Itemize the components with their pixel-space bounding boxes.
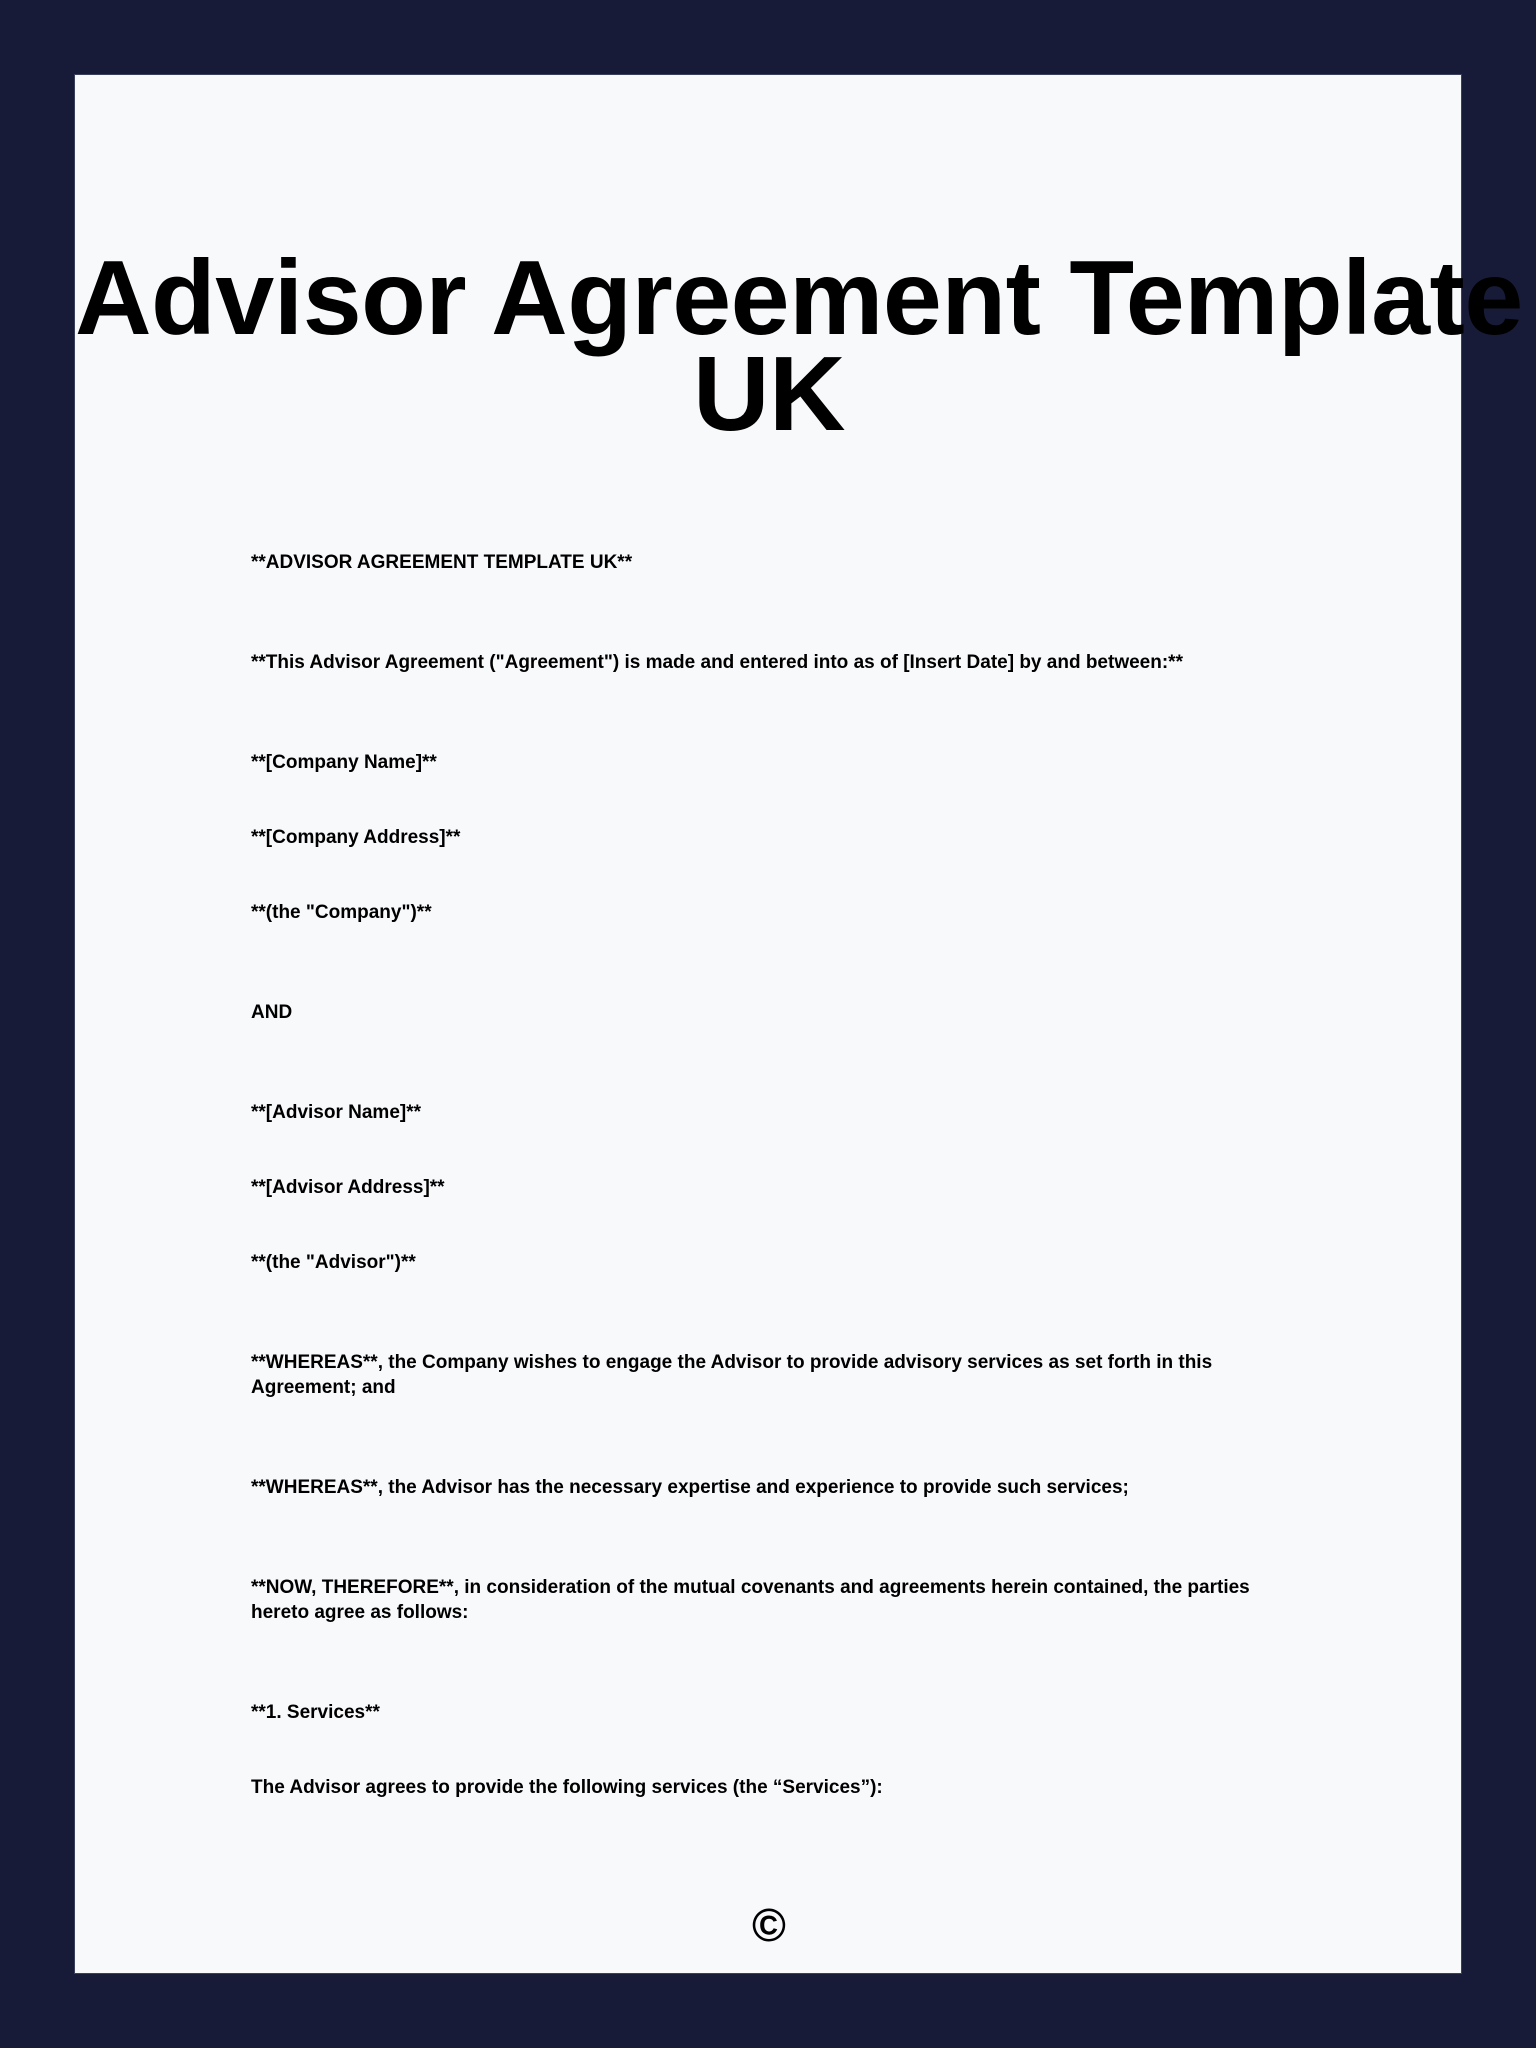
document-title-line-2: UK (692, 335, 846, 453)
whereas-clause-2: **WHEREAS**, the Advisor has the necessary expertise and experience to provide such services; (251, 1477, 1129, 1498)
agreement-heading: **ADVISOR AGREEMENT TEMPLATE UK** (251, 552, 633, 573)
advisor-name: **[Advisor Name]** (251, 1102, 421, 1123)
company-name: **[Company Name]** (251, 752, 437, 773)
advisor-definition: **(the "Advisor")** (251, 1252, 416, 1273)
document-page (74, 74, 1523, 1974)
whereas-clause-1: **WHEREAS**, the Company wishes to engage the Advisor to provide advisory services as set forth in this Agreement; and (251, 1352, 1213, 1398)
document-title (75, 239, 1523, 453)
company-address: **[Company Address]** (251, 827, 461, 848)
section-heading-services: **1. Services** (251, 1702, 380, 1723)
company-definition: **(the "Company")** (251, 902, 432, 923)
and-separator: AND (251, 1002, 293, 1023)
document-title-line-1: Advisor Agreement Template (75, 239, 1523, 357)
advisor-address: **[Advisor Address]** (251, 1177, 445, 1198)
agreement-intro: **This Advisor Agreement ("Agreement") is made and entered into as of [Insert Date] by and between:** (251, 652, 1183, 673)
services-description: The Advisor agrees to provide the following services (the “Services”): (251, 1777, 883, 1798)
copyright-icon: © (752, 1899, 786, 1951)
now-therefore-clause: **NOW, THEREFORE**, in consideration of the mutual covenants and agreements herein contained, the parties hereto agree as follows: (251, 1577, 1250, 1623)
